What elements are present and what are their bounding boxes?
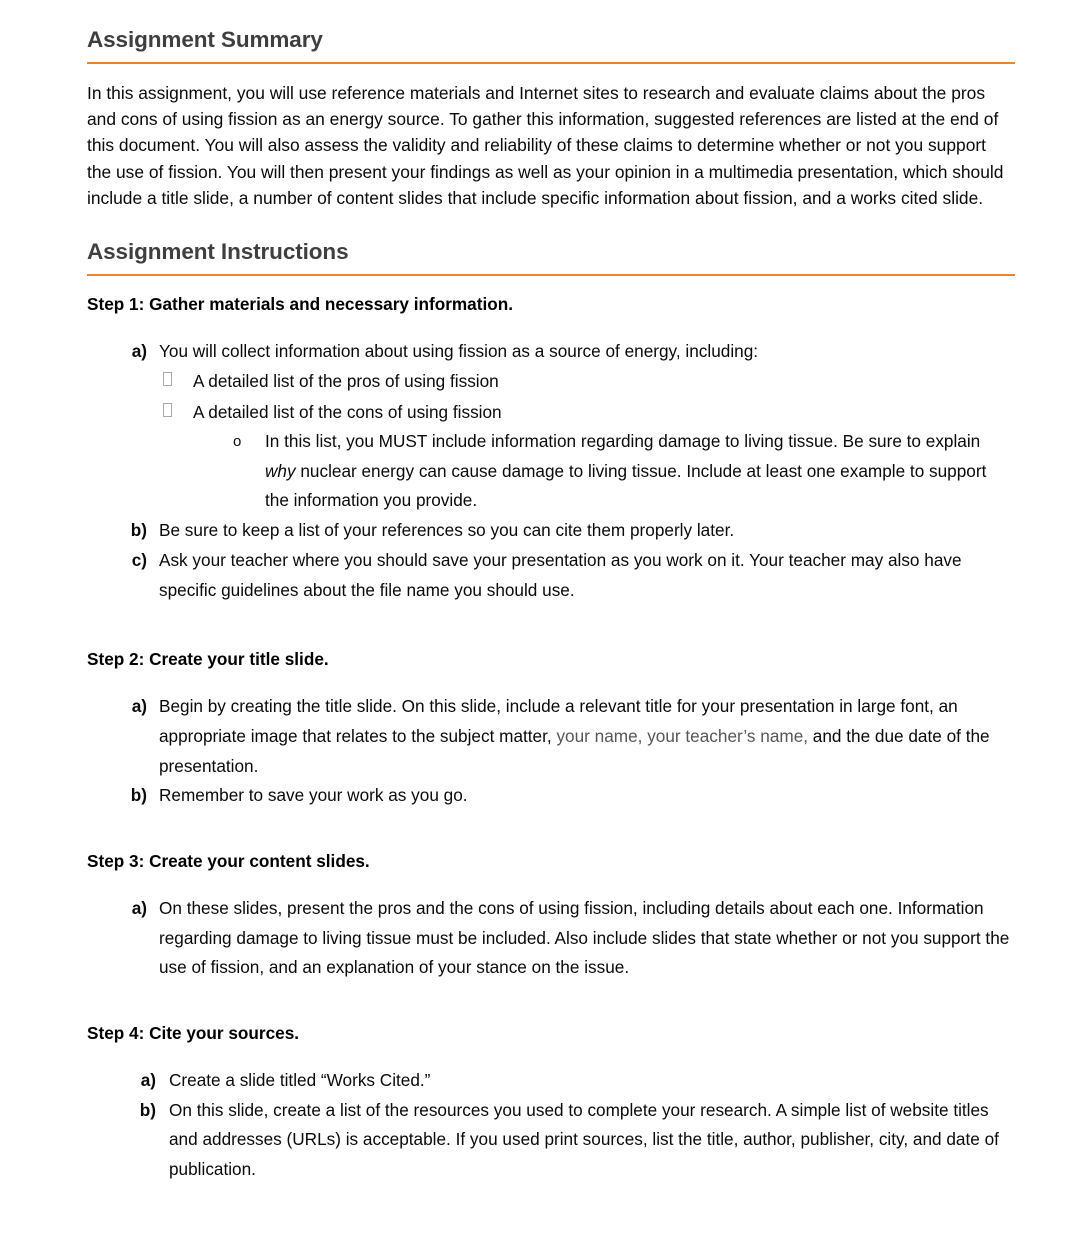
list-item-text: Create a slide titled “Works Cited.” bbox=[169, 1069, 431, 1090]
step-1-list bbox=[87, 337, 1015, 367]
list-item bbox=[87, 894, 1015, 983]
step-3-heading: Step 3: Create your content slides. bbox=[87, 851, 370, 872]
instructions-section bbox=[87, 240, 1015, 276]
list-item-text: Ask your teacher where you should save your presentation as you work on it. Your teacher may also have specific guidelines about the file name you should use. bbox=[159, 549, 962, 600]
step-1-sub-sub-list bbox=[87, 427, 1015, 516]
tofu-box-bullet-icon bbox=[163, 403, 172, 417]
list-item bbox=[87, 337, 1015, 367]
list-item bbox=[87, 366, 1015, 397]
list-marker: a) bbox=[131, 897, 147, 918]
step-2-block bbox=[87, 649, 1015, 811]
list-item-text: On this slide, create a list of the resources you used to complete your research. A simple list of website titles and addresses (URLs) is acceptable. If you used print sources, list the title, author, publisher, city, and date of publication. bbox=[169, 1099, 999, 1180]
list-marker: b) bbox=[130, 519, 147, 540]
list-marker: b) bbox=[139, 1099, 156, 1120]
step-2-heading: Step 2: Create your title slide. bbox=[87, 649, 329, 670]
list-item-text: Be sure to keep a list of your references so you can cite them properly later. bbox=[159, 519, 735, 540]
step-4-block bbox=[87, 1023, 1015, 1185]
list-item-text: You will collect information about using fission as a source of energy, including: bbox=[159, 340, 759, 361]
list-item-text: On these slides, present the pros and the cons of using fission, including details about each one. Information regarding damage to living tissue must be included. Also include slides that state whether or not you support the use of fission, and an explanation of your stance on the issue. bbox=[159, 897, 1010, 978]
step-1-sub-list bbox=[87, 366, 1015, 427]
list-item bbox=[87, 1066, 1015, 1096]
step-4-list bbox=[87, 1066, 1015, 1185]
list-item bbox=[87, 427, 1015, 516]
muted-text-segment: your name, your teacher’s name, bbox=[551, 725, 809, 746]
step-3-block bbox=[87, 851, 1015, 983]
step-4-heading: Step 4: Cite your sources. bbox=[87, 1023, 300, 1044]
summary-section bbox=[87, 0, 1015, 211]
text-segment: and the due date of the presentation. bbox=[159, 725, 990, 776]
text-segment: nuclear energy can cause damage to living tissue. Include at least one example to support the information you provide. bbox=[265, 460, 987, 511]
tofu-box-bullet-icon bbox=[163, 372, 172, 386]
step-1-heading: Step 1: Gather materials and necessary information. bbox=[87, 293, 514, 314]
emphasis-why: why bbox=[265, 460, 296, 481]
step-3-list bbox=[87, 894, 1015, 983]
heading-divider bbox=[87, 62, 1015, 64]
list-item-text bbox=[265, 427, 1015, 516]
list-marker: c) bbox=[131, 549, 147, 570]
list-item-text bbox=[159, 692, 1015, 781]
page-title: Assignment Summary bbox=[87, 27, 323, 52]
list-item-text: A detailed list of the pros of using fission bbox=[193, 371, 499, 392]
text-segment: Begin by creating the title slide. On this slide, include a relevant title for your presentation in large font, an appropriate image that relates to the subject matter, bbox=[159, 695, 958, 746]
summary-paragraph: In this assignment, you will use reference materials and Internet sites to research and evaluate claims about the pros and cons of using fission as an energy source. To gather this information, suggested references are listed at the end of this document. You will also assess the validity and reliability of these claims to determine whether or not you support the use of fission. You will then present your findings as well as your opinion in a multimedia presentation, which should include a title slide, a number of content slides that include specific information about fission, and a works cited slide. bbox=[87, 82, 1004, 208]
list-item bbox=[87, 1096, 1015, 1185]
list-item-text: Remember to save your work as you go. bbox=[159, 785, 468, 806]
list-item bbox=[87, 692, 1015, 781]
list-item bbox=[87, 516, 1015, 546]
list-item bbox=[87, 546, 1015, 606]
list-item bbox=[87, 781, 1015, 811]
circle-bullet-icon: o bbox=[233, 433, 242, 451]
step-1-list-cont bbox=[87, 516, 1015, 605]
step-2-list bbox=[87, 692, 1015, 811]
list-marker: a) bbox=[131, 695, 147, 716]
list-marker: a) bbox=[131, 340, 147, 361]
list-item-text: A detailed list of the cons of using fission bbox=[193, 401, 502, 422]
instructions-title: Assignment Instructions bbox=[87, 239, 349, 265]
text-segment: In this list, you MUST include information regarding damage to living tissue. Be sure to explain bbox=[265, 431, 981, 452]
list-marker: a) bbox=[140, 1069, 156, 1090]
list-marker: b) bbox=[130, 785, 147, 806]
list-item bbox=[87, 397, 1015, 428]
step-1-block bbox=[87, 294, 1015, 605]
